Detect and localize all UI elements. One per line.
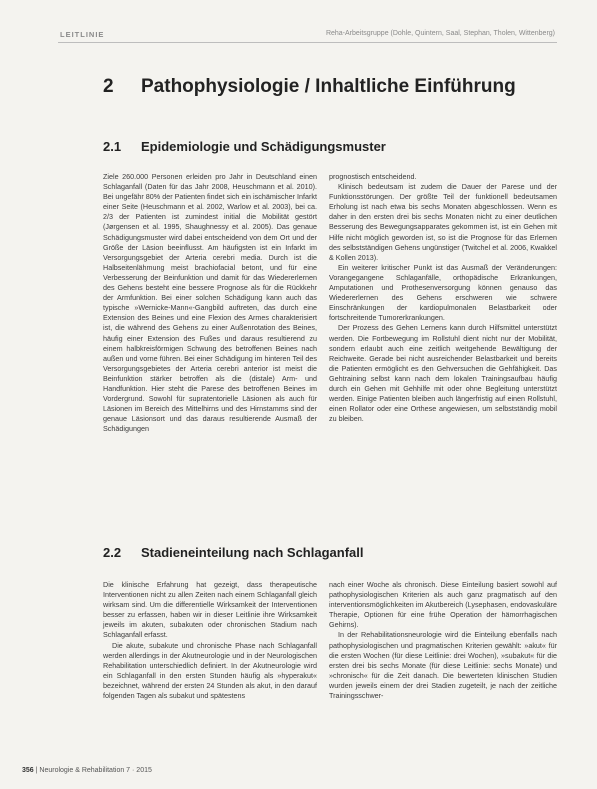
section1-left-column: [103, 172, 317, 434]
paragraph: Die akute, subakute und chronische Phase nach Schlaganfall werden allerdings in der Akutneurologie und in der Neurologischen Rehabilitation unterschiedlich definiert. In der Akutneurologie wird ein Schlaganfall in den ersten Stunden häufig als »hyperakut« bezeichnet, während der ersten 24 Stunden als akut, in den darauf folgenden Tagen als subakut und spätestens: [103, 640, 317, 701]
section-title: Stadieneinteilung nach Schlaganfall: [141, 545, 364, 560]
section-number: 2.2: [103, 545, 122, 560]
guideline-label: LEITLINIE: [60, 30, 105, 39]
paragraph: Der Prozess des Gehen Lernens kann durch Hilfsmittel unterstützt werden. Die Fortbewegung im Rollstuhl dient nicht nur der Mobilität, sondern erlaubt auch eine zeitlich weitgehende Bewältigung der Reichweite. Gerade bei nicht ausreichender Belastbarkeit und bereits die Patienten ermöglicht es den Gehversuchen die Gehfähigkeit. Das Gehtraining selbst kann nach dem lokalen Trainingsaufbau häufig durch ein Gehen mit Gehhilfe mit oder ohne Begleitung unterstützt werden. Einige Patienten bleiben auch längerfristig auf einen Rollstuhl, einen Rollator oder eine Orthese angewiesen, um selbstständig mobil zu bleiben.: [329, 323, 557, 424]
section1-right-column: [329, 172, 557, 424]
author-line: Reha-Arbeitsgruppe (Dohle, Quintern, Saal, Stephan, Tholen, Wittenberg): [325, 30, 555, 37]
paragraph: Die klinische Erfahrung hat gezeigt, dass therapeutische Interventionen nicht zu allen Zeiten nach einem Schlaganfall gleich wirksam sind. Um die differentielle Wirksamkeit der Interventionen besser zu erfassen, haben wir in dieser Leitlinie ihre Wirksamkeit jeweils im akuten, subakuten oder chronischen Stadium nach Schlaganfall erfasst.: [103, 580, 317, 640]
header-divider: [58, 42, 557, 43]
section2-right-column: [329, 580, 557, 701]
section-number: 2.1: [103, 139, 122, 154]
section-title: Epidemiologie und Schädigungsmuster: [141, 139, 386, 154]
paragraph: nach einer Woche als chronisch. Diese Einteilung basiert sowohl auf pathophysiologischen Kriterien als auch ganz pragmatisch auf den interventionsmöglichkeiten im Akutbereich (Lysephasen, endovaskuläre Therapie, Optionen für eine frühe Operation der hämorrhagischen Gehirns).: [329, 580, 557, 630]
paragraph: prognostisch entscheidend.: [329, 172, 417, 181]
paragraph: In der Rehabilitationsneurologie wird die Einteilung ebenfalls nach pathophysiologischen und pragmatischen Kriterien gewählt: »akut« für die ersten Wochen (für diese Leitlinie: drei Wochen), »subakut« für die ersten drei bis sechs Monate (für diese Leitlinie: sechs Monate) und »chronisch« für die Zeit danach. Die bewerteten klinischen Studien wurden jeweils einem der drei Stadien zugeteilt, je nach der zeitliche Trainingsschwer-: [329, 630, 557, 701]
chapter-number: 2: [103, 76, 114, 97]
chapter-title: Pathophysiologie / Inhaltliche Einführung: [141, 76, 516, 97]
paragraph: Ein weiterer kritischer Punkt ist das Ausmaß der Veränderungen: Vorangegangene Schlaganfälle, orthopädische Erkrankungen, Amputationen und Prothesenversorgung können genauso das Wiedererlernen des Gehens erschweren wie schwere Einschränkungen der kardiopulmonalen Belastbarkeit oder fortschreitende Tumorerkrankungen.: [329, 262, 557, 323]
paragraph: Klinisch bedeutsam ist zudem die Dauer der Parese und der Funktionsstörungen. Der größte Teil der funktionell bedeutsamen Erholung ist nach etwa bis sechs Monaten abgeschlossen. Wenn es daher in den ersten drei bis sechs Monaten nicht zu einer deutlichen Besserung des Bewegungsapparates gekommen ist, ist ein Gehen mit Hilfe nicht möglich geworden ist, so ist die Prognose für das Erlernen des selbstständigen Gehens ungünstiger (Twitchel et al. 2006, Kwakkel & Kollen 2013).: [329, 182, 557, 262]
paragraph: Ziele 260.000 Personen erleiden pro Jahr in Deutschland einen Schlaganfall (Daten für das Jahr 2008, Heuschmann et al. 2010). Bei ungefähr 80% der Patienten findet sich ein ischämischer Infarkt einer Seite (Heuschmann et al. 2002, Warlow et al. 2003), bei ca. 2/3 der Patienten ist zumindest initial die Mobilität gestört (Jørgensen et al. 1995, Shaughnessy et al. 2005). Das genaue Schädigungsmuster wird dabei entscheidend von dem Ort und der Größe der Läsion beeinflusst. Am häufigsten ist ein Infarkt im Versorgungsgebiet der Arteria cerebri media. Durch ist die Halbseitenlähmung meist brachiofacial betont, und für eine Verbesserung der Beinfunktion und damit für das Wiedererlernen des Gehens besteht eine bessere Prognose als für die Rückkehr der Armfunktion. Bei einer solchen Schädigung kann auch das typische »Wernicke-Mann«-Gangbild auftreten, das durch eine Extension des Beines und eine Flexion des Armes charakterisiert ist, die während des Gehens zu einer Außenrotation des Beines, häufig einer Extension des Fußes und daraus resultierend zu einem halbkreisförmigen Schwung des betroffenen Beines nach außen und vorne führen. Bei einer Schädigung im hinteren Teil des Versorgungsgebietes der Arteria cerebri anterior ist meist die Beinfunktion stärker betroffen als die (distale) Arm- und Handfunktion. Hier steht die Parese des betroffenen Beines im Vordergrund. Sowohl für supratentorielle Läsionen als auch für Läsionen im Bereich des Mittelhirns und des Hirnstamms sind der genaue Läsionsort und das daraus resultierende Ausmaß der Schädigungen: [103, 172, 317, 434]
footer-separator: |: [35, 767, 40, 774]
journal-name: Neurologie & Rehabilitation 7 · 2015: [39, 767, 152, 774]
section2-left-column: [103, 580, 317, 701]
page-number: 356: [22, 767, 34, 774]
page-footer: [22, 767, 152, 774]
